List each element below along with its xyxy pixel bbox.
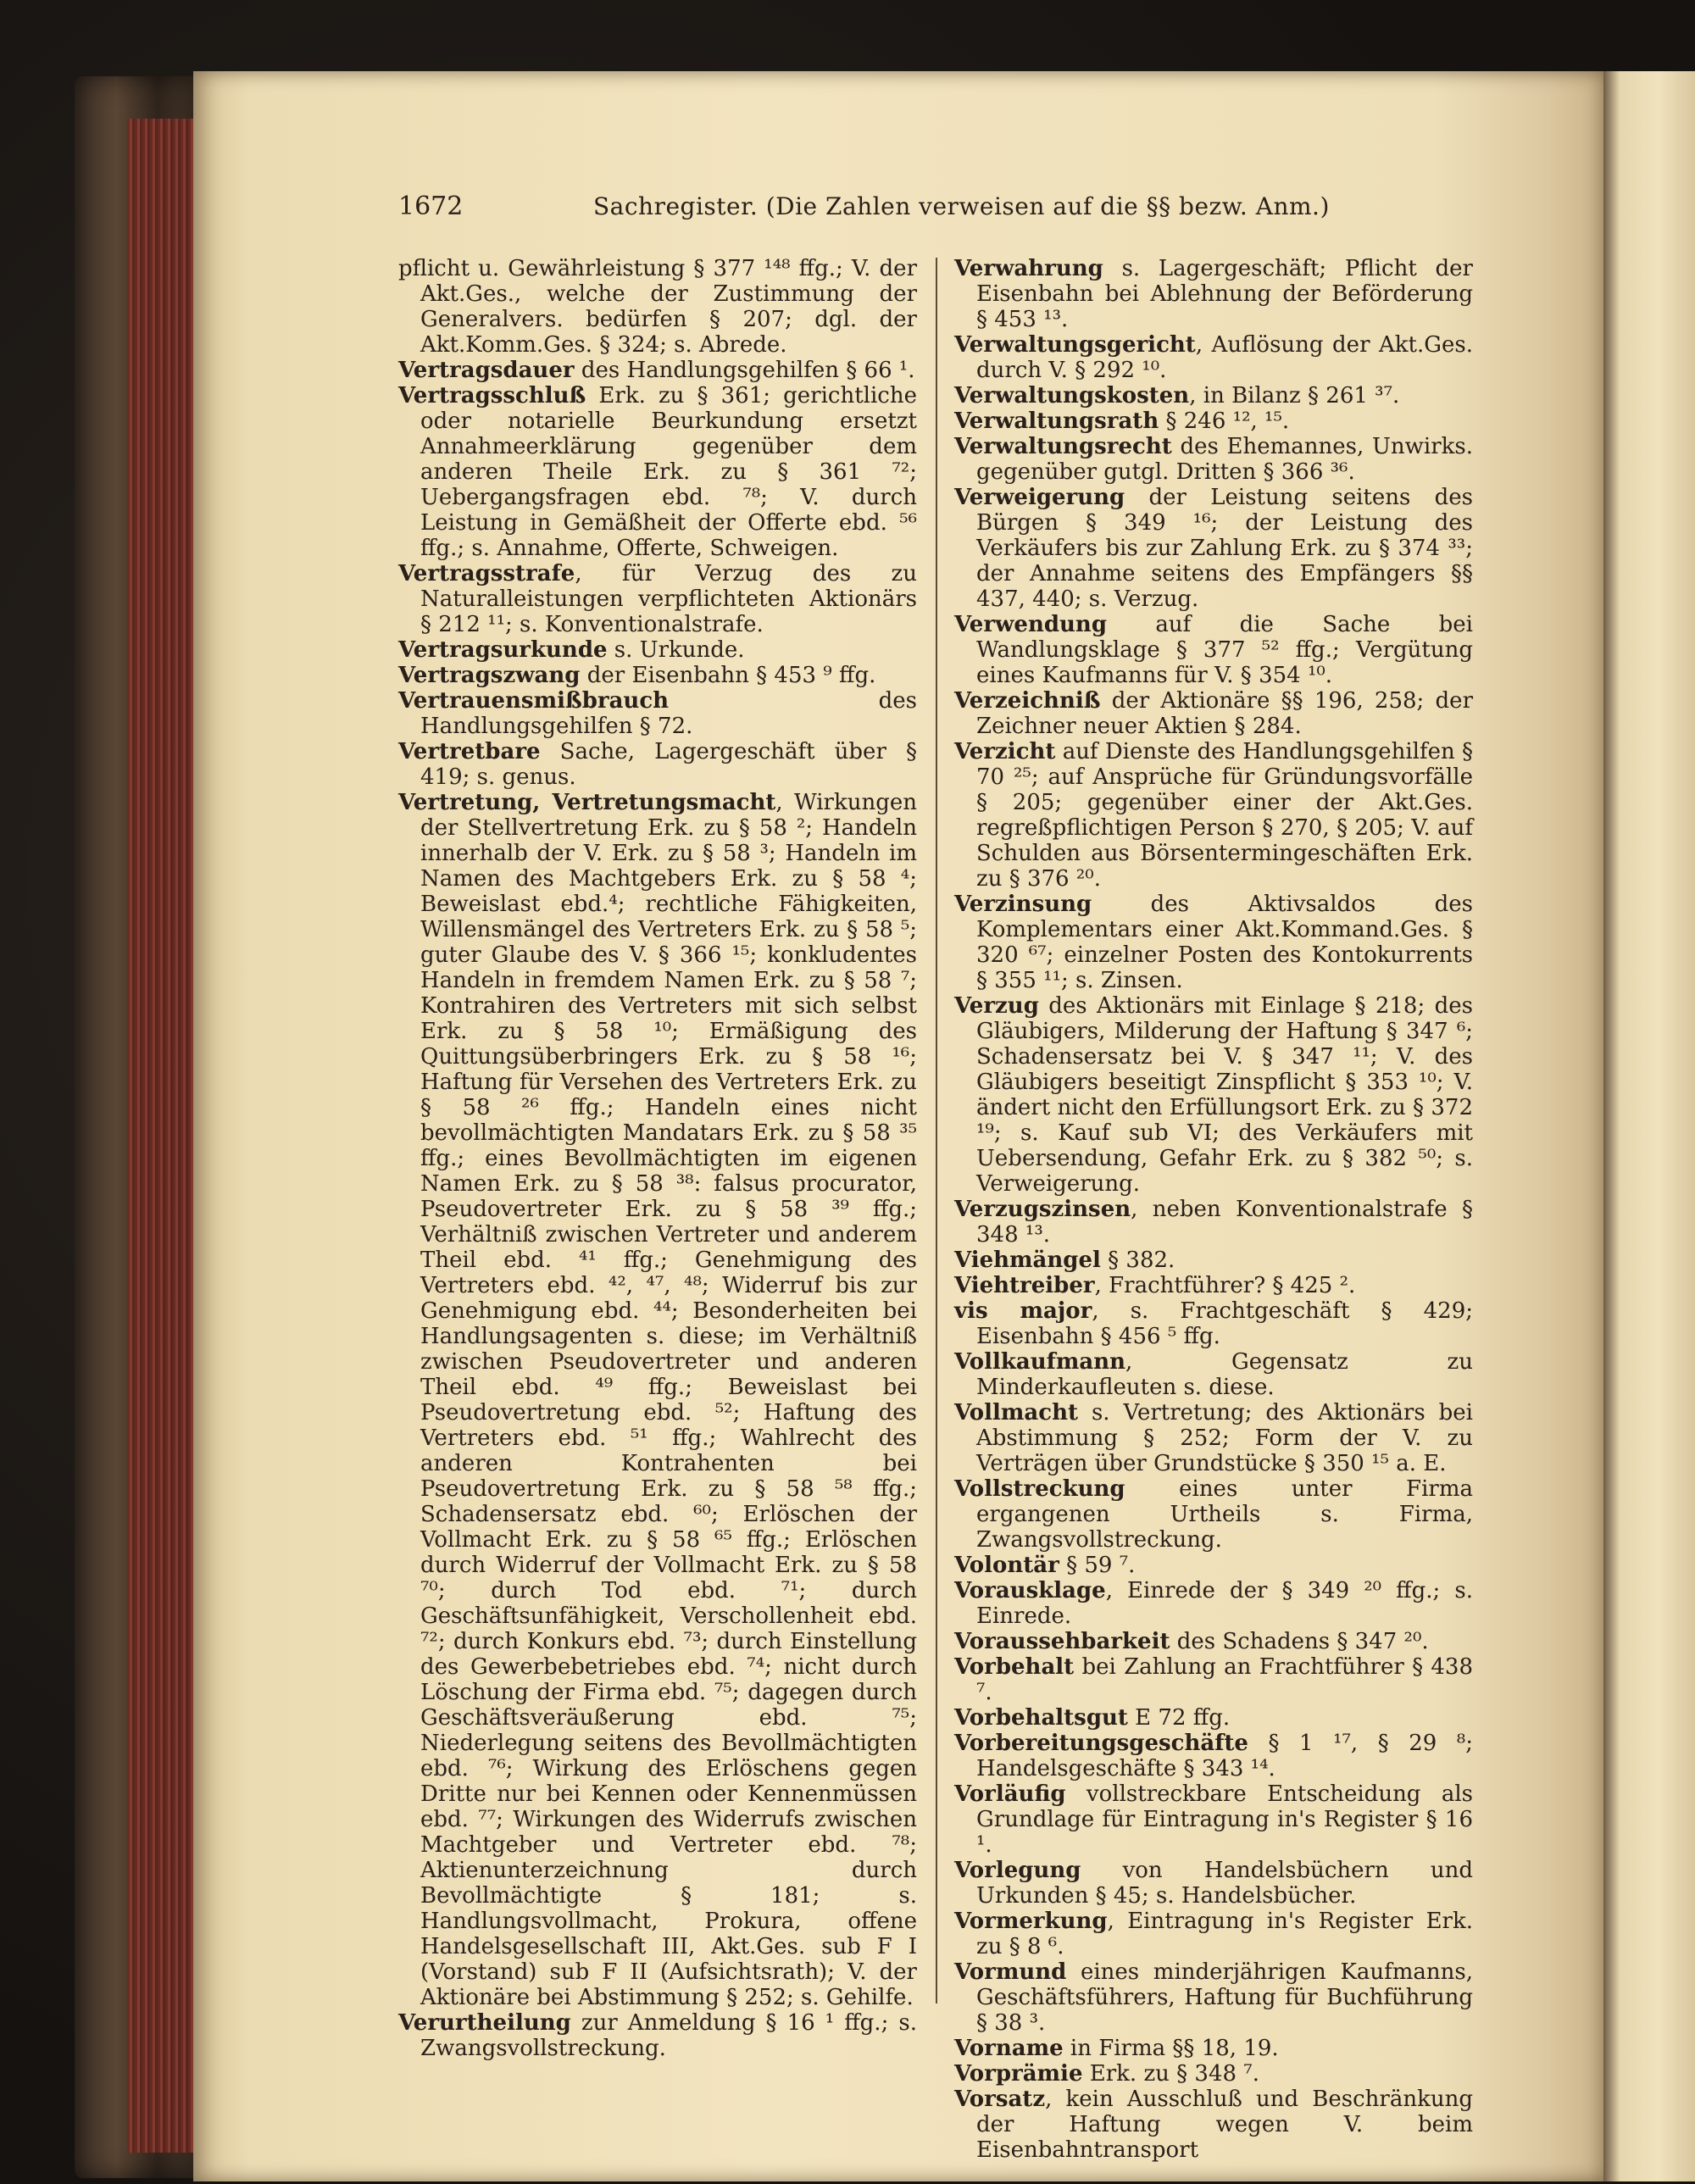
entry-text: pflicht u. Gewährleistung § 377 ¹⁴⁸ ffg.; V. der Akt.Ges., welche der Zustimmung der Generalvers. bedürfen § 207; dgl. der Akt.Komm.Ges. § 324; s. Abrede. <box>398 256 917 358</box>
index-entry <box>954 1197 1473 1248</box>
entry-text: § 382. <box>1100 1248 1175 1273</box>
entry-text: zur Anmeldung § 16 ¹ ffg.; s. Zwangsvollstreckung. <box>420 2010 917 2061</box>
entry-keyword: Vorausklage <box>954 1578 1106 1603</box>
entry-text: , Gegensatz zu Minderkaufleuten s. diese. <box>976 1349 1473 1400</box>
entry-text: Erk. zu § 348 ⁷. <box>1082 2061 1259 2087</box>
entry-text: § 1 ¹⁷, § 29 ⁸; Handelsgeschäfte § 343 ¹⁴. <box>976 1731 1473 1781</box>
index-entry <box>954 2061 1473 2087</box>
index-entry <box>954 1909 1473 1959</box>
entry-keyword: Verweigerung <box>954 485 1125 510</box>
index-entry <box>954 1578 1473 1629</box>
entry-keyword: Verzinsung <box>954 892 1092 917</box>
index-entry <box>954 256 1473 332</box>
entry-keyword: Viehmängel <box>954 1248 1101 1273</box>
entry-text: , Frachtführer? § 425 ². <box>1094 1273 1356 1298</box>
entry-keyword: Verzeichniß <box>954 688 1101 714</box>
entry-text: eines unter Firma ergangenen Urtheils s. Firma, Zwangsvollstreckung. <box>976 1476 1473 1553</box>
entry-text: von Handelsbüchern und Urkunden § 45; s. Handelsbücher. <box>976 1858 1473 1909</box>
index-entry <box>398 790 917 2010</box>
entry-text: eines minderjährigen Kaufmanns, Geschäftsführers, Haftung für Buchführung § 38 ³. <box>976 1959 1473 2036</box>
entry-text: , s. Frachtgeschäft § 429; Eisenbahn § 456 ⁵ ffg. <box>976 1298 1473 1349</box>
index-entry <box>954 1781 1473 1858</box>
index-entry <box>954 2087 1473 2163</box>
entry-keyword: Vorbehalt <box>954 1654 1075 1680</box>
entry-keyword: Viehtreiber <box>954 1273 1095 1298</box>
entry-keyword: Vormund <box>954 1959 1067 1985</box>
entry-text: , Eintragung in's Register Erk. zu § 8 ⁶. <box>976 1909 1473 1959</box>
entry-text: , kein Ausschluß und Beschränkung der Haftung wegen V. beim Eisenbahntransport <box>976 2087 1473 2163</box>
index-entry <box>954 1858 1473 1909</box>
entry-text: vollstreckbare Entscheidung als Grundlage für Eintragung in's Register § 16 ¹. <box>976 1781 1473 1858</box>
entry-keyword: Verurtheilung <box>398 2010 571 2036</box>
entry-text: E 72 ffg. <box>1127 1705 1231 1731</box>
index-entry <box>954 892 1473 993</box>
entry-text: , Einrede der § 349 ²⁰ ffg.; s. Einrede. <box>976 1578 1473 1629</box>
index-entry <box>954 993 1473 1197</box>
entry-text: bei Zahlung an Frachtführer § 438 ⁷. <box>976 1654 1473 1705</box>
index-entry <box>398 561 917 637</box>
entry-text: , Auflösung der Akt.Ges. durch V. § 292 ¹⁰. <box>976 332 1473 383</box>
entry-keyword: Vertragsdauer <box>398 358 575 383</box>
entry-text: , in Bilanz § 261 ³⁷. <box>1189 383 1400 408</box>
index-entry <box>954 739 1473 892</box>
entry-text: auf die Sache bei Wandlungsklage § 377 ⁵² ffg.; Vergütung eines Kaufmanns für V. § 354 ¹⁰. <box>976 612 1473 688</box>
entry-text: , für Verzug des zu Naturalleistungen verpflichteten Aktionärs § 212 ¹¹; s. Konventionalstrafe. <box>420 561 917 637</box>
page-number: 1672 <box>398 192 464 221</box>
index-entry <box>954 1959 1473 2036</box>
running-head: Sachregister. (Die Zahlen verweisen auf die §§ bezw. Anm.) <box>593 192 1330 220</box>
entry-text: in Firma §§ 18, 19. <box>1063 2036 1279 2061</box>
entry-keyword: Verwaltungskosten <box>954 383 1190 408</box>
column-divider <box>936 258 937 2003</box>
index-entry <box>398 256 917 358</box>
entry-keyword: Volontär <box>954 1553 1059 1578</box>
entry-keyword: Verzug <box>954 993 1039 1019</box>
entry-keyword: Vormerkung <box>954 1909 1108 1934</box>
entry-text: § 59 ⁷. <box>1059 1553 1136 1578</box>
entry-text: s. Lagergeschäft; Pflicht der Eisenbahn bei Ablehnung der Beförderung § 453 ¹³. <box>976 256 1473 332</box>
index-entry <box>954 1731 1473 1781</box>
entry-keyword: Vorbereitungsgeschäfte <box>954 1731 1248 1756</box>
entry-text: des Handlungsgehilfen § 66 ¹. <box>574 358 915 383</box>
entry-keyword: Vollkaufmann <box>954 1349 1125 1375</box>
entry-text: s. Vertretung; des Aktionärs bei Abstimmung § 252; Form der V. zu Verträgen über Grundstücke § 350 ¹⁵ a. E. <box>976 1400 1473 1476</box>
entry-keyword: Vorsatz <box>954 2087 1046 2112</box>
entry-text: , neben Konventionalstrafe § 348 ¹³. <box>976 1197 1473 1248</box>
index-entry <box>954 1629 1473 1654</box>
index-entry <box>954 2036 1473 2061</box>
index-entry <box>954 1298 1473 1349</box>
entry-keyword: vis major <box>954 1298 1092 1324</box>
entry-text: des Aktivsaldos des Komplementars einer Akt.Kommand.Ges. § 320 ⁶⁷; einzelner Posten des Kontokurrents § 355 ¹¹; s. Zinsen. <box>976 892 1473 993</box>
left-column <box>398 256 917 2061</box>
entry-keyword: Vorläufig <box>954 1781 1066 1807</box>
entry-text: des Schadens § 347 ²⁰. <box>1170 1629 1429 1654</box>
index-entry <box>398 358 917 383</box>
index-entry <box>954 485 1473 612</box>
entry-keyword: Verwaltungsgericht <box>954 332 1196 358</box>
entry-keyword: Verwendung <box>954 612 1108 637</box>
entry-text: Erk. zu § 361; gerichtliche oder notarielle Beurkundung ersetzt Annahmeerklärung gegenüber dem anderen Theile Erk. zu § 361 ⁷²; Uebergangsfragen ebd. ⁷⁸; V. durch Leistung in Gemäßheit der Offerte ebd. ⁵⁶ ffg.; s. Annahme, Offerte, Schweigen. <box>420 383 917 561</box>
index-entry <box>954 1654 1473 1705</box>
page-block-edge <box>127 119 195 2153</box>
index-entry <box>398 637 917 663</box>
entry-text: s. Urkunde. <box>607 637 745 663</box>
entry-text: § 246 ¹², ¹⁵. <box>1159 408 1290 434</box>
entry-keyword: Vertragsurkunde <box>398 637 608 663</box>
entry-text: der Leistung seitens des Bürgen § 349 ¹⁶; der Leistung des Verkäufers bis zur Zahlung Erk. zu § 374 ³³; der Annahme seitens des Empfängers §§ 437, 440; s. Verzug. <box>976 485 1473 612</box>
text-area <box>398 188 1475 2163</box>
entry-keyword: Verwaltungsrecht <box>954 434 1172 459</box>
entry-keyword: Vorprämie <box>954 2061 1083 2087</box>
index-entry <box>398 383 917 561</box>
entry-text: Sache, Lagergeschäft über § 419; s. genus. <box>420 739 917 790</box>
entry-keyword: Voraussehbarkeit <box>954 1629 1170 1654</box>
entry-keyword: Vorlegung <box>954 1858 1081 1883</box>
entry-keyword: Vorname <box>954 2036 1064 2061</box>
entry-keyword: Vollstreckung <box>954 1476 1125 1502</box>
right-column <box>954 256 1473 2163</box>
index-entry <box>398 663 917 688</box>
entry-keyword: Vertrauensmißbrauch <box>398 688 670 714</box>
entry-keyword: Verwahrung <box>954 256 1103 281</box>
index-entry <box>954 1705 1473 1731</box>
entry-keyword: Vertragsstrafe <box>398 561 575 586</box>
entry-text: der Eisenbahn § 453 ⁹ ffg. <box>580 663 876 688</box>
entry-keyword: Vertretbare <box>398 739 541 764</box>
entry-text: des Aktionärs mit Einlage § 218; des Gläubigers, Milderung der Haftung § 347 ⁶; Schadensersatz bei V. § 347 ¹¹; V. des Gläubigers beseitigt Zinspflicht § 353 ¹⁰; V. ändert nicht den Erfüllungsort Erk. zu § 372 ¹⁹; s. Kauf sub VI; des Verkäufers mit Uebersendung, Gefahr Erk. zu § 382 ⁵⁰; s. Verweigerung. <box>976 993 1473 1197</box>
entry-keyword: Vertragszwang <box>398 663 581 688</box>
index-entry <box>954 1553 1473 1578</box>
page-header <box>398 188 1475 225</box>
entry-keyword: Verwaltungsrath <box>954 408 1159 434</box>
index-entry <box>954 1349 1473 1400</box>
entry-keyword: Vorbehaltsgut <box>954 1705 1128 1731</box>
index-entry <box>954 1476 1473 1553</box>
index-entry <box>954 332 1473 383</box>
entry-text: des Ehemannes, Unwirks. gegenüber gutgl. Dritten § 366 ³⁶. <box>976 434 1473 485</box>
index-entry <box>398 739 917 790</box>
entry-keyword: Vertretung, Vertretungsmacht <box>398 790 776 815</box>
index-entry <box>954 434 1473 485</box>
entry-text: der Aktionäre §§ 196, 258; der Zeichner neuer Aktien § 284. <box>976 688 1473 739</box>
facing-page-edge <box>1603 71 1695 2181</box>
entry-keyword: Verzicht <box>954 739 1056 764</box>
index-entry <box>954 688 1473 739</box>
entry-keyword: Vertragsschluß <box>398 383 586 408</box>
index-entry <box>954 1400 1473 1476</box>
entry-keyword: Vollmacht <box>954 1400 1078 1425</box>
index-entry <box>954 383 1473 408</box>
entry-keyword: Verzugszinsen <box>954 1197 1131 1222</box>
index-entry <box>954 612 1473 688</box>
entry-text: des Handlungsgehilfen § 72. <box>420 688 917 739</box>
index-entry <box>398 688 917 739</box>
index-entry <box>954 1248 1473 1273</box>
index-entry <box>954 408 1473 434</box>
entry-text: , Wirkungen der Stellvertretung Erk. zu § 58 ²; Handeln innerhalb der V. Erk. zu § 58 ³; Handeln im Namen des Machtgebers Erk. zu § 58 ⁴; Beweislast ebd.⁴; rechtliche Fähigkeiten, Willensmängel des Vertreters Erk. zu § 58 ⁵; guter Glaube des V. § 366 ¹⁵; konkludentes Handeln in fremdem Namen Erk. zu § 58 ⁷; Kontrahiren des Vertreters mit sich selbst Erk. zu § 58 ¹⁰; Ermäßigung des Quittungsüberbringers Erk. zu § 58 ¹⁶; Haftung für Versehen des Vertreters Erk. zu § 58 ²⁶ ffg.; Handeln eines nicht bevollmächtigten Mandatars Erk. zu § 58 ³⁵ ffg.; eines Bevollmächtigten im eigenen Namen Erk. zu § 58 ³⁸: falsus procurator, Pseudovertreter Erk. zu § 58 ³⁹ ffg.; Verhältniß zwischen Vertreter und anderem Theil ebd. ⁴¹ ffg.; Genehmigung des Vertreters ebd. ⁴², ⁴⁷, ⁴⁸; Widerruf bis zur Genehmigung ebd. ⁴⁴; Besonderheiten bei Handlungsagenten s. diese; im Verhältniß zwischen Pseudovertreter und anderen Theil ebd. ⁴⁹ ffg.; Beweislast bei Pseudovertretung ebd. ⁵²; Haftung des Vertreters ebd. ⁵¹ ffg.; Wahlrecht des anderen Kontrahenten bei Pseudovertretung Erk. zu § 58 ⁵⁸ ffg.; Schadensersatz ebd. ⁶⁰; Erlöschen der Vollmacht Erk. zu § 58 ⁶⁵ ffg.; Erlöschen durch Widerruf der Vollmacht Erk. zu § 58 ⁷⁰; durch Tod ebd. ⁷¹; durch Geschäftsunfähigkeit, Verschollenheit ebd. ⁷²; durch Konkurs ebd. ⁷³; durch Einstellung des Gewerbebetriebes ebd. ⁷⁴; nicht durch Löschung der Firma ebd. ⁷⁵; dagegen durch Geschäftsveräußerung ebd. ⁷⁵; Niederlegung seitens des Bevollmächtigten ebd. ⁷⁶; Wirkung des Erlöschens gegen Dritte nur bei Kennen oder Kennenmüssen ebd. ⁷⁷; Wirkungen des Widerrufs zwischen Machtgeber und Vertreter ebd. ⁷⁸; Aktienunterzeichnung durch Bevollmächtigte § 181; s. Handlungsvollmacht, Prokura, offene Handelsgesellschaft III, Akt.Ges. sub F I (Vorstand) sub F II (Aufsichtsrath); V. der Aktionäre bei Abstimmung § 252; s. Gehilfe. <box>420 790 918 2010</box>
entry-text: auf Dienste des Handlungsgehilfen § 70 ²⁵; auf Ansprüche für Gründungsvorfälle § 205; gegenüber einer der Akt.Ges. regreßpflichtigen Person § 270, § 205; V. auf Schulden aus Börsentermingeschäften Erk. zu § 376 ²⁰. <box>976 739 1473 892</box>
index-entry <box>398 2010 917 2061</box>
index-entry <box>954 1273 1473 1298</box>
